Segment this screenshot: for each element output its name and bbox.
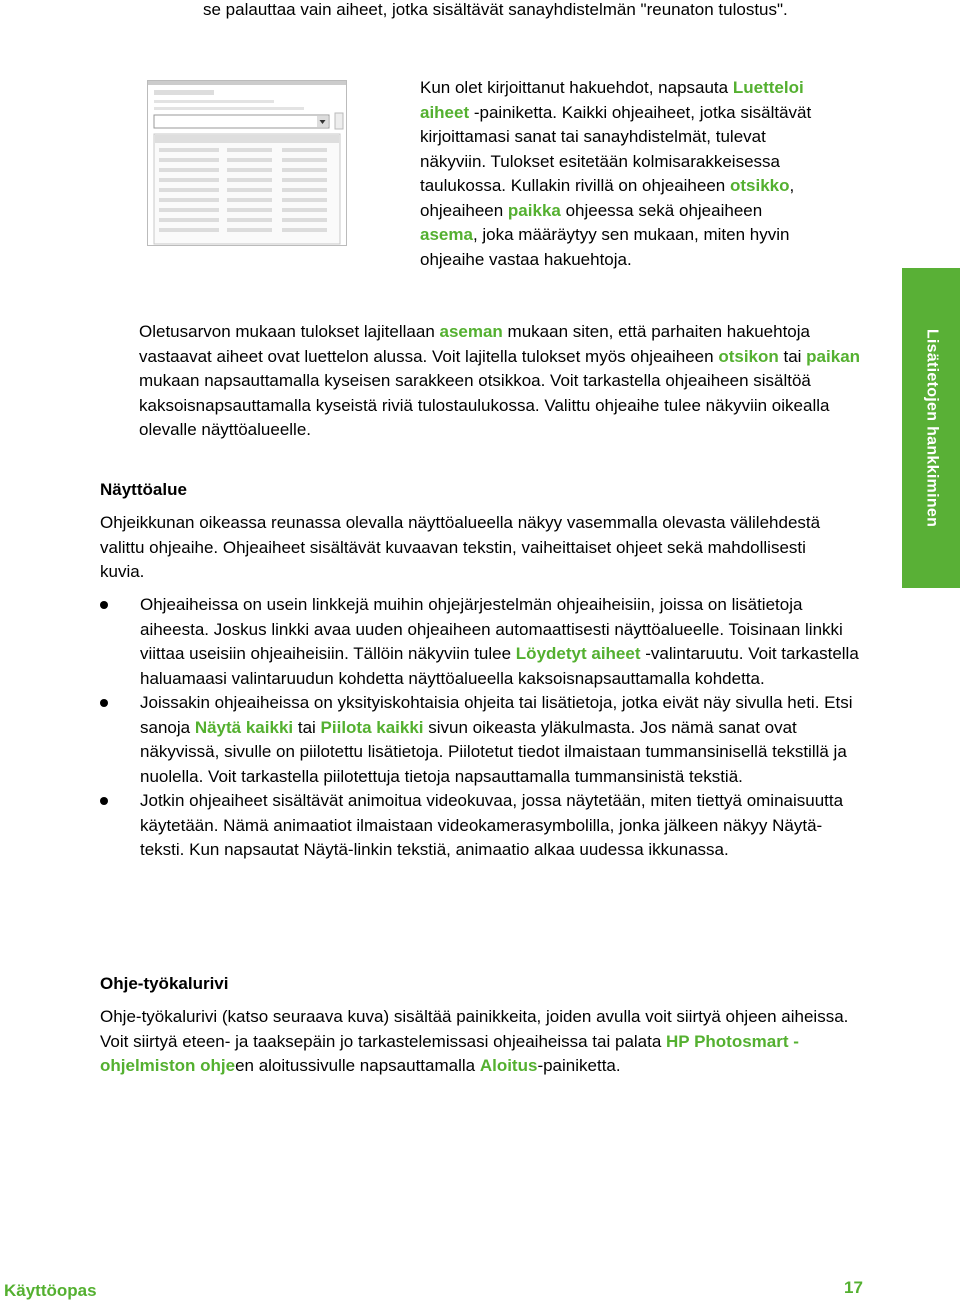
section-heading-toolbar: Ohje-työkalurivi bbox=[100, 974, 229, 993]
list-topics-link: Luetteloi aiheet bbox=[420, 78, 804, 122]
section-heading-nayttoalue: Näyttöalue bbox=[100, 480, 187, 499]
list-item: Joissakin ohjeaiheissa on yksityiskohtaisia ohjeita tai lisätietoja, jotka eivät näy sivulla heti. Etsi sanoja Näytä kaikki tai Piilota kaikki sivun oikeasta yläkulmasta. Jos nämä sanat ovat näkyvissä, sivulle on piilotettu lisätietoja. Piilotetut tiedot ilmaistaan tummansinisellä tekstillä ja nuolella. Voit tarkastella piilotettuja tietoja napsauttamalla tummansinistä tekstiä. bbox=[100, 691, 860, 789]
bullet-icon bbox=[100, 601, 108, 609]
result-rows bbox=[159, 148, 327, 232]
toolbar-paragraph: Ohje-työkalurivi (katso seuraava kuva) sisältää painikkeita, joiden avulla voit siirtyä ohjeen aiheissa. Voit siirtyä eteen- ja taaksepäin jo tarkastelemissasi ohjeaiheissa tai palata HP Photosmart -ohjelmiston ohjeen aloitussivulle napsauttamalla Aloitus-painiketta. bbox=[100, 1007, 849, 1075]
footer-title: Käyttöopas bbox=[4, 1281, 97, 1300]
bullet-icon bbox=[100, 699, 108, 707]
list-item: Ohjeaiheissa on usein linkkejä muihin ohjejärjestelmän ohjeaiheisiin, joissa on lisätietoja aiheesta. Joskus linkki avaa uuden ohjeaiheen automaattisesti näyttöalueelle. Toisinaan linkki viittaa useisiin ohjeaiheisiin. Tällöin näkyviin tulee Löydetyt aiheet -valintaruutu. Voit tarkastella haluamaasi valintaruudun kohdetta näyttöalueella kaksoisnapsauttamalla kohdetta. bbox=[100, 593, 860, 691]
intro-paragraph: Kun olet kirjoittanut hakuehdot, napsauta Luetteloi aiheet -painiketta. Kaikki ohjeaiheet, jotka sisältävät kirjoittamasi sanat tai sanayhdistelmät, tulevat näkyviin. Tulokset esitetään kolmisarakkeisessa taulukossa. Kullakin rivillä on ohjeaiheen otsikko, ohjeaiheen paikka ohjeessa sekä ohjeaiheen asema, joka määräytyy sen mukaan, miten hyvin ohjeaihe vastaa hakuehtoja. bbox=[420, 78, 812, 269]
top-paragraph: se palauttaa vain aiheet, jotka sisältävät sanayhdistelmän "reunaton tulostus". bbox=[203, 0, 788, 19]
list-item: Jotkin ohjeaiheet sisältävät animoitua videokuvaa, jossa näytetään, miten tiettyä ominaisuutta käytetään. Nämä animaatiot ilmaistaan videokamerasymbolilla, jonka jälkeen näkyy Näytä-teksti. Kun napsautat Näytä-linkin tekstiä, animaatio alkaa uudessa ikkunassa. bbox=[100, 789, 860, 863]
search-results-thumbnail bbox=[147, 80, 347, 246]
chapter-side-tab bbox=[902, 268, 960, 588]
bullet-icon bbox=[100, 797, 108, 805]
nayttoalue-paragraph: Ohjeikkunan oikeassa reunassa olevalla näyttöalueella näkyy vasemmalla olevasta välilehdestä valittu ohjeaihe. Ohjeaiheet sisältävät kuvaavan tekstin, vaiheittaiset ohjeet sekä mahdollisesti kuvia. bbox=[100, 513, 821, 581]
chapter-side-tab-label: Lisätietojen hankkiminen bbox=[923, 328, 941, 528]
page-number: 17 bbox=[844, 1278, 863, 1297]
sort-paragraph: Oletusarvon mukaan tulokset lajitellaan aseman mukaan siten, että parhaiten hakuehtoja vastaavat aiheet ovat luettelon alussa. Voit lajitella tulokset myös ohjeaiheen otsikon tai paikan mukaan napsauttamalla kyseisen sarakkeen otsikkoa. Voit tarkastella ohjeaiheen sisältöä kaksoisnapsauttamalla kyseistä riviä tulostaulukossa. Valittu ohjeaihe tulee näkyviin oikealla olevalle näyttöalueelle. bbox=[139, 322, 861, 439]
bullet-list bbox=[100, 593, 860, 863]
